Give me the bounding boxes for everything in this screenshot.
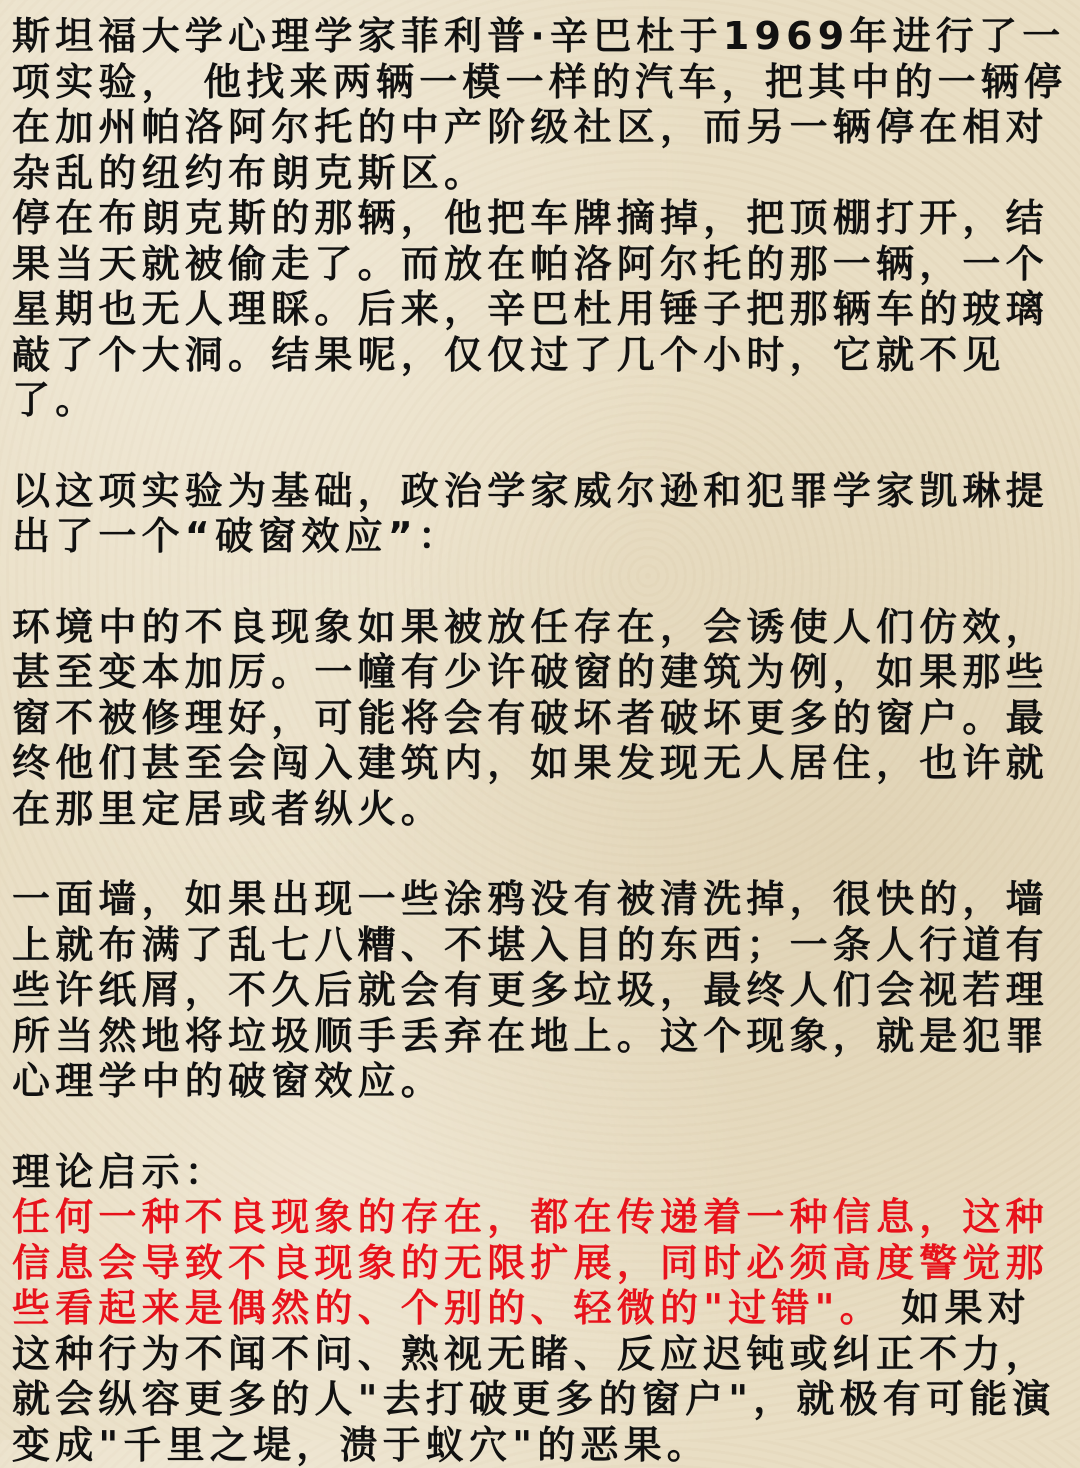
paragraph-theory-intro: 以这项实验为基础，政治学家威尔逊和犯罪学家凯琳提出了一个“破窗效应”： bbox=[12, 468, 1049, 558]
spacer bbox=[12, 560, 1070, 605]
paragraph-graffiti-example: 一面墙，如果出现一些涂鸦没有被清洗掉，很快的，墙上就布满了乱七八糟、不堪入目的东西；一条人行道有些许纸屑，不久后就会有更多垃圾，最终人们会视若理所当然地将垃圾顺手丢弃在地上。这个现象，就是犯罪心理学中的破窗效应。 bbox=[12, 877, 1049, 1103]
paragraph-insight bbox=[12, 1195, 1070, 1468]
paragraph-broken-window-definition: 环境中的不良现象如果被放任存在，会诱使人们仿效，甚至变本加厉。一幢有少许破窗的建筑为例，如果那些窗不被修理好，可能将会有破坏者破坏更多的窗户。最终他们甚至会闯入建筑内，如果发现无人居住，也许就在那里定居或者纵火。 bbox=[12, 604, 1049, 831]
spacer bbox=[12, 424, 1070, 469]
insight-continuation-text: 如果对这种行为不闻不问、熟视无睹、反应迟钝或纠正不力，就会纵容更多的人"去打破更多的窗户"，就极有可能演变成"千里之堤，溃于蚁穴"的恶果。 bbox=[12, 1286, 1056, 1467]
paragraph-experiment-result: 停在布朗克斯的那辆，他把车牌摘掉，把顶棚打开，结果当天就被偷走了。而放在帕洛阿尔托的那一辆，一个星期也无人理睬。后来，辛巴杜用锤子把那辆车的玻璃敲了个大洞。结果呢，仅仅过了几个小时，它就不见了。 bbox=[12, 196, 1049, 422]
spacer bbox=[12, 1105, 1070, 1150]
section-heading-insight: 理论启示： bbox=[12, 1149, 229, 1194]
paragraph-experiment: 斯坦福大学心理学家菲利普·辛巴杜于1969年进行了一项实验， 他找来两辆一模一样的汽车，把其中的一辆停在加州帕洛阿尔托的中产阶级社区，而另一辆停在相对杂乱的纽约布朗克斯区。 bbox=[12, 14, 1068, 195]
highlighted-insight-text: 任何一种不良现象的存在，都在传递着一种信息，这种信息会导致不良现象的无限扩展，同时必须高度警觉那些看起来是偶然的、个别的、轻微的"过错"。 bbox=[12, 1195, 1049, 1330]
spacer bbox=[12, 832, 1070, 877]
